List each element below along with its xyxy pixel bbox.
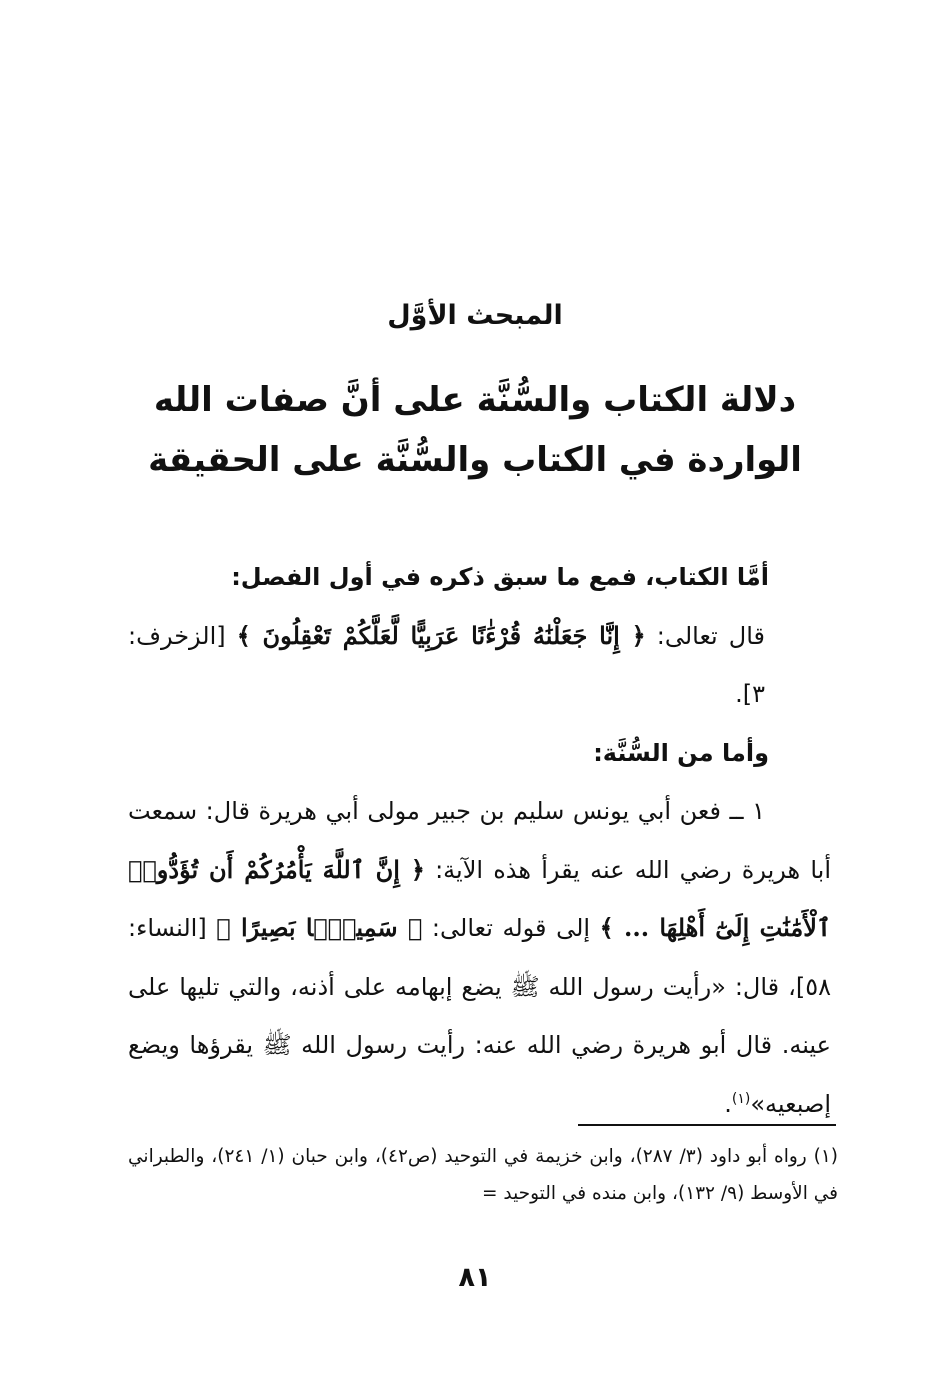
main-text <box>128 548 831 1133</box>
chapter-title-line-2: الواردة في الكتاب والسُّنَّة على الحقيقة <box>148 440 802 480</box>
verse-reference: [الزخرف: ٣]. <box>128 621 765 708</box>
footnote-1: (١) رواه أبو داود (٣/ ٢٨٧)، وابن خزيمة في التوحيد (ص٤٢)، وابن حبان (١/ ٢٤١)، والطبراني في الأوسط (٩/ ١٣٢)، وابن منده في التوحيد = <box>128 1146 838 1204</box>
hadith-text-1: ١ ــ فعن أبي يونس سليم بن جبير مولى أبي هريرة قال: سمعت أبا هريرة رضي الله عنه يقرأ هذه الآية: <box>128 797 831 884</box>
page-number: ٨١ <box>458 1262 492 1293</box>
quran-verse-nisa: ﴿ إِنَّ ٱللَّهَ يَأْمُرُكُمْ أَن تُؤَدُّوا۟ ٱلْأَمَٰنَٰتِ إِلَىٰٓ أَهْلِهَا ... ﴾ <box>128 854 831 942</box>
quran-verse-zukhruf: ﴿ إِنَّا جَعَلْنَٰهُ قُرْءَٰنًا عَرَبِيًّا لَّعَلَّكُمْ تَعْقِلُونَ ﴾ <box>236 620 646 650</box>
hadith-paragraph <box>128 782 831 1133</box>
chapter-title-line-1: دلالة الكتاب والسُّنَّة على أنَّ صفات الله <box>153 380 797 420</box>
hadith-end: . <box>724 1089 732 1118</box>
section-label: المبحث الأوَّل <box>387 300 563 331</box>
sunnah-heading: وأما من السُّنَّة: <box>593 738 769 767</box>
verse-paragraph <box>128 607 831 724</box>
footnote-reference[interactable]: (١) <box>731 1090 751 1107</box>
quran-verse-samee-baseer: ﴿ سَمِيعًۢا بَصِيرًا ﴾ <box>216 913 423 942</box>
hadith-text-3: [النساء: ٥٨]، قال: «رأيت رسول الله ﷺ يضع إبهامه على أذنه، والتي تليها على عينه. قال أبو هريرة رضي الله عنه: رأيت رسول الله ﷺ يقرؤها ويضع إصبعيه» <box>128 914 831 1118</box>
intro-paragraph: أمَّا الكتاب، فمع ما سبق ذكره في أول الفصل: <box>231 563 769 591</box>
hadith-text-2: إلى قوله تعالى: <box>422 914 600 942</box>
footnote-divider <box>578 1124 836 1126</box>
chapter-title <box>120 370 830 490</box>
footnotes <box>128 1138 838 1212</box>
verse-lead: قال تعالى: <box>645 621 766 650</box>
